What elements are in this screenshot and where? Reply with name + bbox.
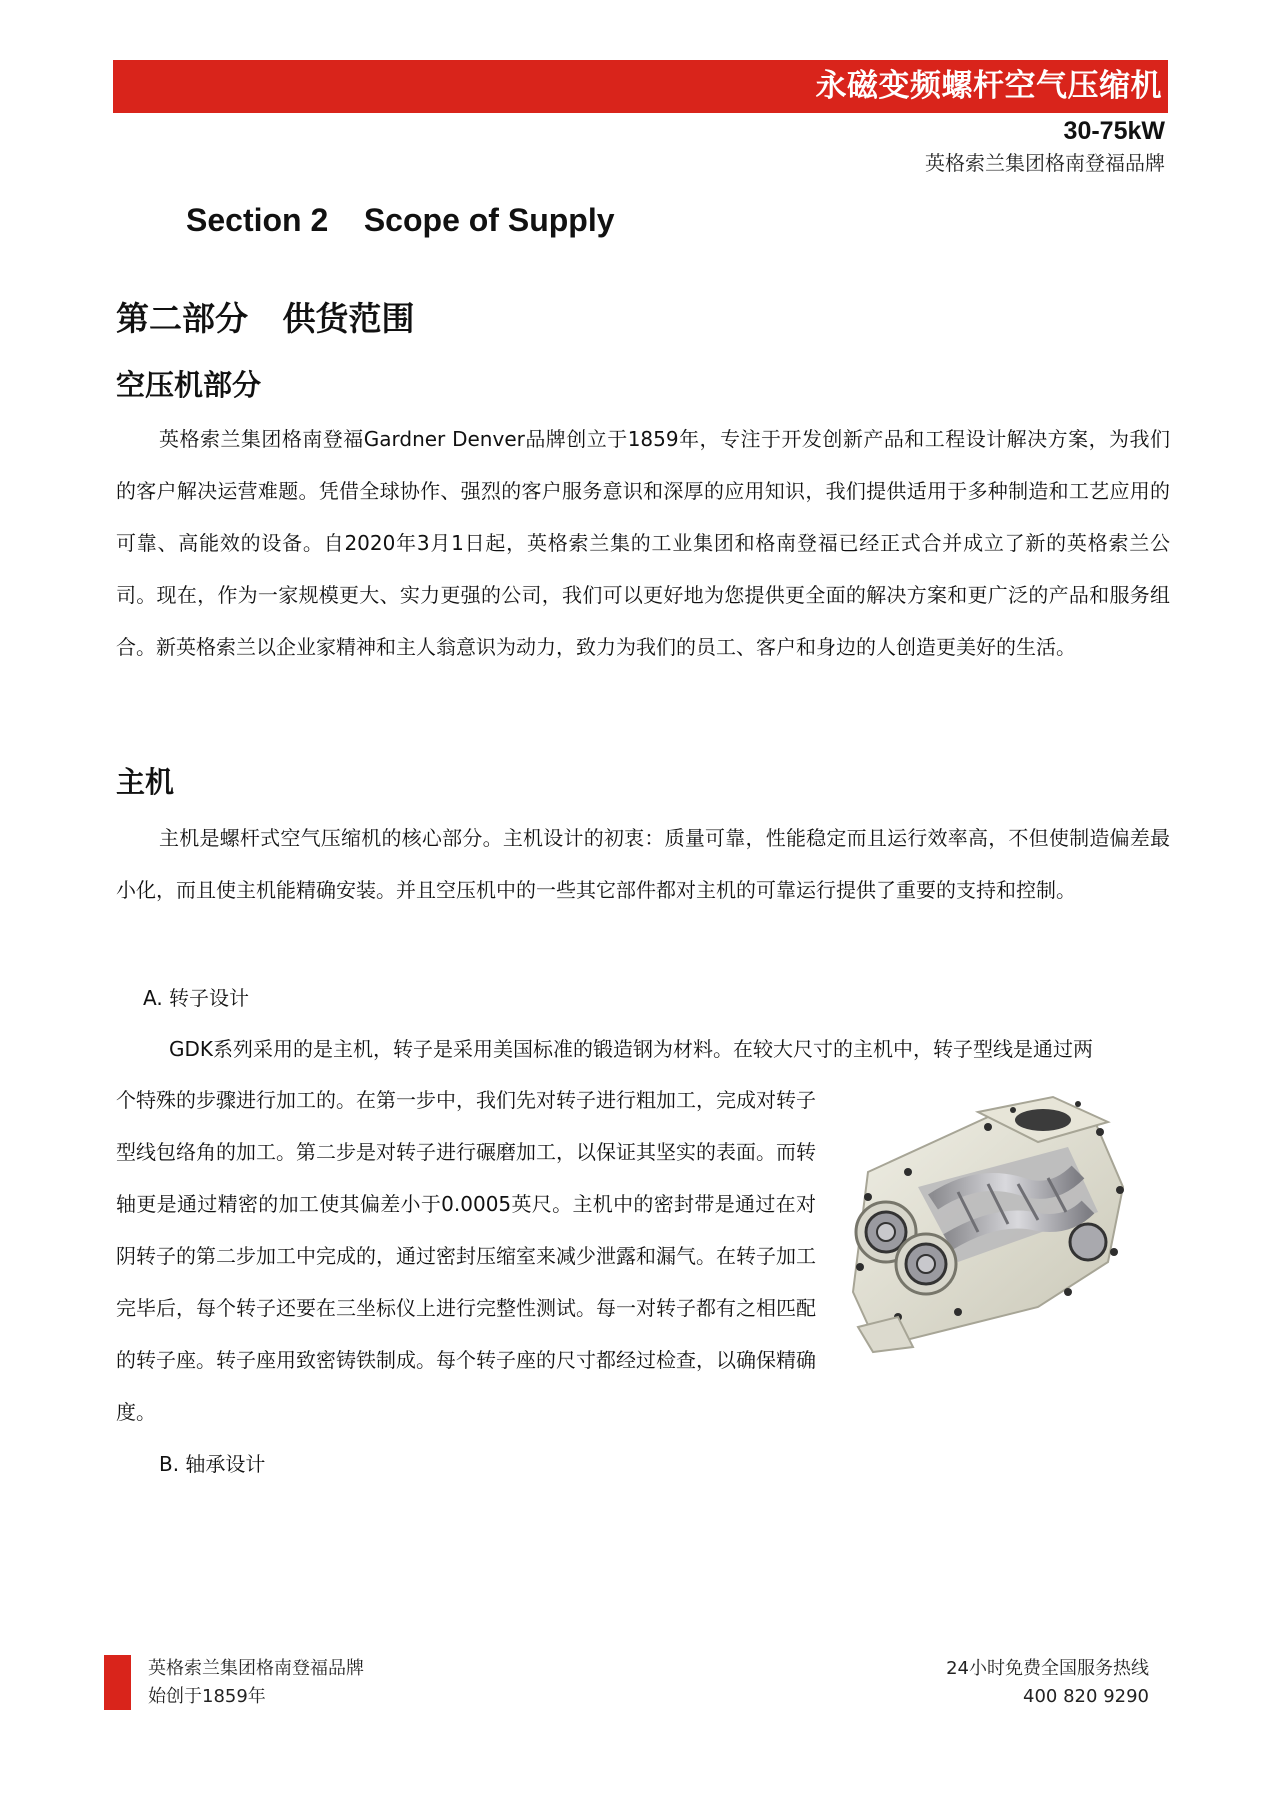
section-title-en: Section 2 Scope of Supply: [186, 202, 615, 238]
footer-hotline-number: 400 820 9290: [1023, 1686, 1149, 1707]
footer-brand: 英格索兰集团格南登福品牌: [148, 1658, 364, 1679]
subheading-bearing-design: B. 轴承设计: [159, 1452, 266, 1476]
paragraph-company-intro: 英格索兰集团格南登福Gardner Denver品牌创立于1859年，专注于开发创新产品和工程设计解决方案，为我们的客户解决运营难题。凭借全球协作、强烈的客户服务意识和深厚的应用知识，我们提供适用于多种制造和工艺应用的可靠、高能效的设备。自2020年3月1日起，英格索兰集的工业集团和格南登福已经正式合并成立了新的英格索兰公司。现在，作为一家规模更大、实力更强的公司，我们可以更好地为您提供更全面的解决方案和更广泛的产品和服务组合。新英格索兰以企业家精神和主人翁意识为动力，致力为我们的员工、客户和身边的人创造更美好的生活。: [116, 427, 1170, 659]
heading-compressor-part: 空压机部分: [116, 368, 262, 402]
paragraph-rotor-first-line: GDK系列采用的是主机，转子是采用美国标准的锻造钢为材料。在较大尺寸的主机中，转子型线是通过两: [169, 1037, 1094, 1061]
paragraph-host: 主机是螺杆式空气压缩机的核心部分。主机设计的初衷：质量可靠，性能稳定而且运行效率高，不但使制造偏差最小化，而且使主机能精确安装。并且空压机中的一些其它部件都对主机的可靠运行提供了重要的支持和控制。: [116, 826, 1170, 902]
header-brand: 英格索兰集团格南登福品牌: [925, 151, 1165, 175]
subheading-rotor-design: A. 转子设计: [143, 986, 250, 1010]
footer-hotline-label: 24小时免费全国服务热线: [946, 1658, 1149, 1679]
heading-host: 主机: [116, 765, 175, 799]
header-banner: [113, 60, 1168, 113]
footer-since: 始创于1859年: [148, 1686, 266, 1707]
section-title-cn: 第二部分 供货范围: [116, 299, 415, 338]
document-title: 永磁变频螺杆空气压缩机: [815, 68, 1162, 104]
footer-accent-bar: [104, 1655, 131, 1710]
air-end-image: [838, 1092, 1133, 1354]
power-range: 30-75kW: [1063, 117, 1165, 145]
paragraph-rotor: 个特殊的步骤进行加工的。在第一步中，我们先对转子进行粗加工，完成对转子型线包络角的加工。第二步是对转子进行碾磨加工，以保证其坚实的表面。而转轴更是通过精密的加工使其偏差小于0.0005英尺。主机中的密封带是通过在对阴转子的第二步加工中完成的，通过密封压缩室来减少泄露和漏气。在转子加工完毕后，每个转子还要在三坐标仪上进行完整性测试。每一对转子都有之相匹配的转子座。转子座用致密铸铁制成。每个转子座的尺寸都经过检查，以确保精确度。: [116, 1088, 816, 1424]
